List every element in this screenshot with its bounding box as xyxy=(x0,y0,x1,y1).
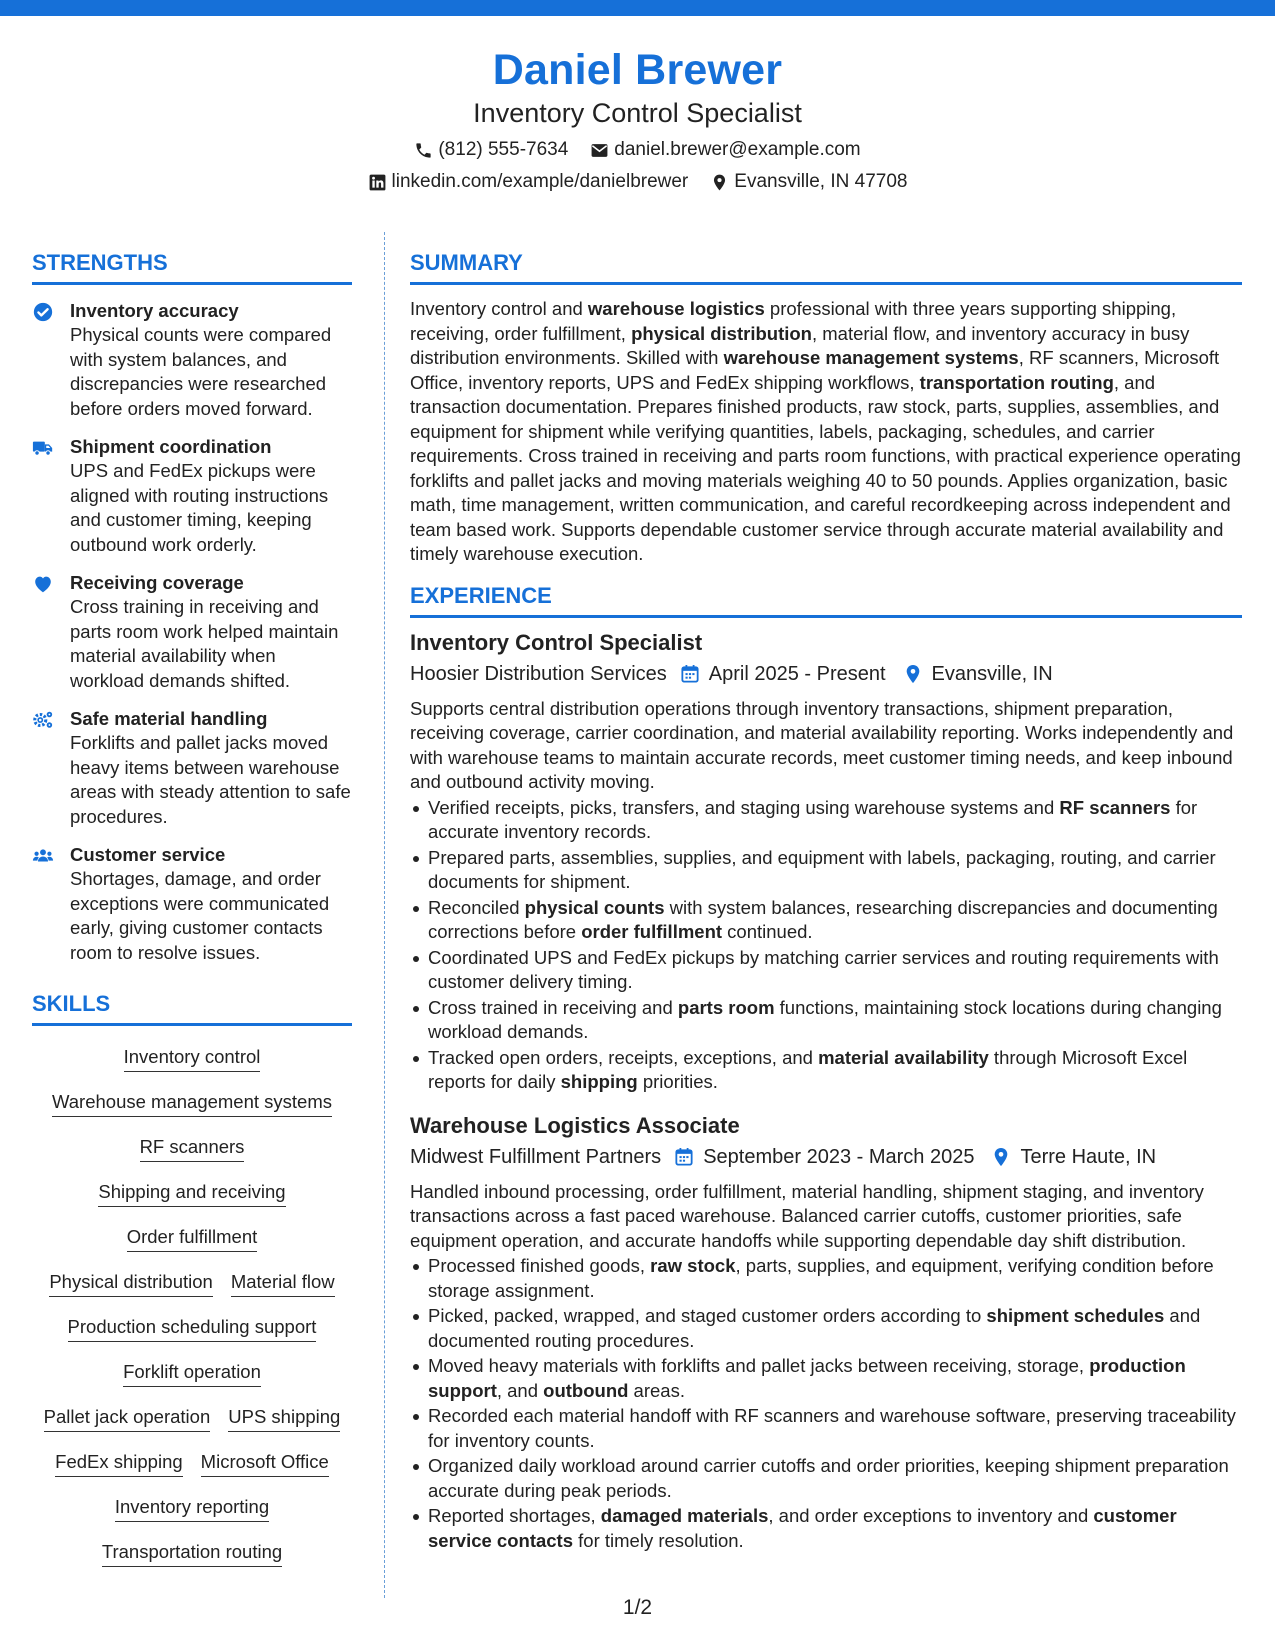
contact-row-2 xyxy=(0,166,1275,198)
job-description: Handled inbound processing, order fulfillment, material handling, shipment staging, and inventory transactions across a fast paced warehouse. Balanced carrier cutoffs, customer priorities, safe equipment operation, and accurate handoffs while supporting dependable day shift distribution. xyxy=(410,1180,1204,1251)
bold-text: production support xyxy=(428,1355,1186,1401)
phone-text: (812) 555-7634 xyxy=(438,139,569,160)
strength-item xyxy=(32,571,352,693)
job-bullets xyxy=(410,1254,1242,1553)
bold-text: physical counts xyxy=(524,896,665,918)
job-title: Warehouse Logistics Associate xyxy=(410,1112,740,1138)
contact-phone xyxy=(414,139,568,161)
skill-tag: Physical distribution xyxy=(49,1270,213,1297)
contact-linkedin[interactable] xyxy=(368,171,689,193)
text-run: areas. xyxy=(628,1379,685,1401)
strength-desc: Physical counts were compared with system balances, and discrepancies were researched before orders moved forward. xyxy=(70,324,332,419)
top-accent-bar xyxy=(0,0,1275,16)
bullet-item xyxy=(410,1404,1242,1453)
linkedin-icon xyxy=(368,173,387,192)
right-column xyxy=(410,248,1242,1553)
text-run: continued. xyxy=(722,921,813,942)
location-text: Evansville, IN 47708 xyxy=(734,171,908,192)
bullet-item xyxy=(410,1254,1242,1303)
contact-row-1 xyxy=(0,134,1275,166)
contact-email[interactable] xyxy=(590,139,860,161)
text-run: functions, maintaining stock locations during changing workload demands. xyxy=(428,996,1222,1042)
strength-title: Shipment coordination xyxy=(70,436,272,457)
text-run: Tracked open orders, receipts, exceptions, and xyxy=(428,1046,819,1068)
skill-row xyxy=(124,1036,261,1081)
strength-desc: Shortages, damage, and order exceptions were communicated early, giving customer contacts room to resolve issues. xyxy=(70,868,330,963)
text-run: Verified receipts, picks, transfers, and staging using warehouse systems and xyxy=(428,796,1060,818)
page-number: 1/2 xyxy=(622,1596,653,1619)
strength-item xyxy=(32,707,352,829)
text-run: Reported shortages, xyxy=(428,1505,601,1526)
bold-text: RF scanners xyxy=(1059,796,1171,818)
skill-tag: Order fulfillment xyxy=(127,1225,258,1252)
text-run: Recorded each material handoff with RF scanners and warehouse software, preserving traceability for inventory counts. xyxy=(428,1405,1236,1451)
text-run: Prepared parts, assemblies, supplies, and equipment with labels, packaging, routing, and carrier documents for shipment. xyxy=(428,846,1216,892)
strength-desc: UPS and FedEx pickups were aligned with routing instructions and customer timing, keeping outbound work orderly. xyxy=(70,460,329,555)
skill-row xyxy=(44,1396,341,1441)
calendar-icon xyxy=(675,1147,693,1167)
strength-title: Inventory accuracy xyxy=(70,300,239,321)
strength-title: Receiving coverage xyxy=(70,572,244,593)
skill-row xyxy=(55,1441,329,1486)
text-run: for timely resolution. xyxy=(573,1529,744,1551)
text-run: Inventory control and xyxy=(410,298,588,319)
skill-row xyxy=(52,1081,332,1126)
bold-text: warehouse management systems xyxy=(723,347,1019,368)
text-run: for accurate inventory records. xyxy=(428,796,1198,842)
contact-location xyxy=(710,171,907,193)
text-run: Moved heavy materials with forklifts and pallet jacks between receiving, storage, xyxy=(428,1355,1090,1376)
skill-row xyxy=(68,1306,317,1351)
text-run: Cross trained in receiving and xyxy=(428,996,678,1018)
left-column xyxy=(32,248,352,1576)
strength-title: Customer service xyxy=(70,844,226,865)
text-run: , and order exceptions to inventory and xyxy=(768,1505,1094,1526)
text-run: priorities. xyxy=(637,1071,718,1092)
column-divider xyxy=(384,232,385,1598)
bullet-item xyxy=(410,1304,1242,1353)
summary-text xyxy=(410,297,1242,567)
skill-tag: Warehouse management systems xyxy=(52,1090,332,1117)
skill-row xyxy=(98,1171,285,1216)
skill-tag: Forklift operation xyxy=(123,1360,261,1387)
skill-tag: UPS shipping xyxy=(228,1405,340,1432)
map-pin-icon xyxy=(904,664,922,684)
text-run: Coordinated UPS and FedEx pickups by matching carrier services and routing requirements with customer delivery timing. xyxy=(428,946,1219,992)
strength-item xyxy=(32,435,352,557)
bold-text: physical distribution xyxy=(631,322,812,344)
skills-list xyxy=(32,1036,352,1576)
job-entry xyxy=(410,1111,1242,1554)
bullet-item xyxy=(410,1354,1242,1403)
text-run: Picked, packed, wrapped, and staged customer orders according to xyxy=(428,1305,987,1326)
job-dates: April 2025 - Present xyxy=(708,662,886,685)
job-meta xyxy=(410,1142,1242,1172)
text-run: , parts, supplies, and equipment, verifying condition before storage assignment. xyxy=(428,1255,1214,1301)
skill-tag: Inventory reporting xyxy=(115,1495,269,1522)
bullet-item xyxy=(410,946,1242,995)
linkedin-text: linkedin.com/example/danielbrewer xyxy=(391,171,689,192)
map-pin-icon xyxy=(992,1147,1010,1167)
strength-item xyxy=(32,843,352,965)
skill-row xyxy=(123,1351,261,1396)
envelope-icon xyxy=(590,141,609,160)
text-run: , material flow, and inventory accuracy in busy distribution environments. Skilled with xyxy=(410,322,1190,368)
text-run: Processed finished goods, xyxy=(428,1255,651,1276)
gears-icon xyxy=(32,709,54,731)
bold-text: order fulfillment xyxy=(581,921,723,942)
bold-text: outbound xyxy=(543,1379,629,1401)
bullet-item xyxy=(410,1046,1242,1095)
bullet-item xyxy=(410,996,1242,1045)
strengths-heading: STRENGTHS xyxy=(32,248,352,285)
bold-text: customer service contacts xyxy=(428,1505,1177,1551)
skill-tag: Transportation routing xyxy=(102,1540,282,1567)
text-run: , and transaction documentation. Prepares finished products, raw stock, parts, supplies, assemblies, and equipment for shipment while verifying quantities, labels, packaging, schedules, and carrier requirements. Cross trained in receiving and parts room functions, with practical experience operating forklifts and pallet jacks and moving materials weighing 40 to 50 pounds. Applies organization, basic math, time management, written communication, and careful recordkeeping across independent and team based work. Supports dependable customer service through accurate material availability and timely warehouse execution. xyxy=(410,371,1241,564)
job-company: Hoosier Distribution Services xyxy=(410,662,667,685)
calendar-icon xyxy=(681,664,699,684)
job-location: Terre Haute, IN xyxy=(1020,1145,1157,1168)
bold-text: damaged materials xyxy=(600,1505,769,1526)
text-run: , and xyxy=(496,1379,544,1401)
check-circle-icon xyxy=(32,301,54,323)
heart-icon xyxy=(32,573,54,595)
candidate-name: Daniel Brewer xyxy=(492,46,783,94)
text-run: professional with three years supporting shipping, receiving, order fulfillment, xyxy=(410,298,1177,344)
text-run: with system balances, researching discrepancies and documenting corrections before xyxy=(428,896,1218,942)
text-run: through Microsoft Excel reports for daily xyxy=(428,1046,1188,1092)
experience-list xyxy=(410,628,1242,1554)
skill-row xyxy=(127,1216,258,1261)
job-title: Inventory Control Specialist xyxy=(410,629,703,655)
text-run: and documented routing procedures. xyxy=(428,1305,1201,1351)
bullet-item xyxy=(410,1504,1242,1553)
job-description: Supports central distribution operations through inventory transactions, shipment preparation, receiving coverage, carrier coordination, and material availability reporting. Works independently and with warehouse teams to maintain accurate records, meet customer timing needs, and keep inbound and outbound activity moving. xyxy=(410,697,1234,792)
truck-icon xyxy=(32,437,54,459)
skill-tag: RF scanners xyxy=(140,1135,245,1162)
bullet-item xyxy=(410,846,1242,895)
skill-tag: Shipping and receiving xyxy=(98,1180,285,1207)
bold-text: material availability xyxy=(818,1046,989,1068)
summary-heading: SUMMARY xyxy=(410,248,1242,285)
phone-icon xyxy=(414,141,433,160)
strength-title: Safe material handling xyxy=(70,708,268,729)
job-bullets xyxy=(410,796,1242,1095)
job-location: Evansville, IN xyxy=(931,662,1053,685)
bold-text: warehouse logistics xyxy=(587,298,765,319)
bullet-item xyxy=(410,1454,1242,1503)
skill-tag: Inventory control xyxy=(124,1045,261,1072)
skill-tag: Production scheduling support xyxy=(68,1315,317,1342)
strength-desc: Cross training in receiving and parts room work helped maintain material availability when workload demands shifted. xyxy=(70,596,339,691)
job-meta xyxy=(410,659,1242,689)
skill-row xyxy=(102,1531,282,1576)
skill-row xyxy=(49,1261,334,1306)
job-company: Midwest Fulfillment Partners xyxy=(410,1145,662,1168)
bullet-item xyxy=(410,796,1242,845)
bold-text: shipment schedules xyxy=(986,1305,1165,1326)
job-dates: September 2023 - March 2025 xyxy=(703,1145,975,1168)
text-run: Reconciled xyxy=(428,896,525,918)
text-run: , RF scanners, Microsoft Office, inventory reports, UPS and FedEx shipping workflows, xyxy=(410,347,1220,393)
skill-tag: Pallet jack operation xyxy=(44,1405,211,1432)
email-text: daniel.brewer@example.com xyxy=(614,139,861,160)
skill-row xyxy=(140,1126,245,1171)
text-run: Organized daily workload around carrier cutoffs and order priorities, keeping shipment preparation accurate during peak periods. xyxy=(428,1455,1229,1501)
skill-tag: Microsoft Office xyxy=(201,1450,329,1477)
skill-tag: Material flow xyxy=(231,1270,335,1297)
bold-text: shipping xyxy=(560,1071,638,1092)
bold-text: parts room xyxy=(677,996,775,1018)
strength-item xyxy=(32,299,352,421)
users-icon xyxy=(32,845,54,867)
experience-heading: EXPERIENCE xyxy=(410,581,1242,618)
candidate-title: Inventory Control Specialist xyxy=(473,98,802,128)
skill-tag: FedEx shipping xyxy=(55,1450,183,1477)
bold-text: raw stock xyxy=(650,1255,736,1276)
map-pin-icon xyxy=(710,173,729,192)
bold-text: transportation routing xyxy=(919,371,1114,393)
job-entry xyxy=(410,628,1242,1095)
skill-row xyxy=(115,1486,269,1531)
skills-heading: SKILLS xyxy=(32,989,352,1026)
resume-header xyxy=(0,44,1275,198)
strength-desc: Forklifts and pallet jacks moved heavy items between warehouse areas with steady attention to safe procedures. xyxy=(70,732,351,827)
bullet-item xyxy=(410,896,1242,945)
